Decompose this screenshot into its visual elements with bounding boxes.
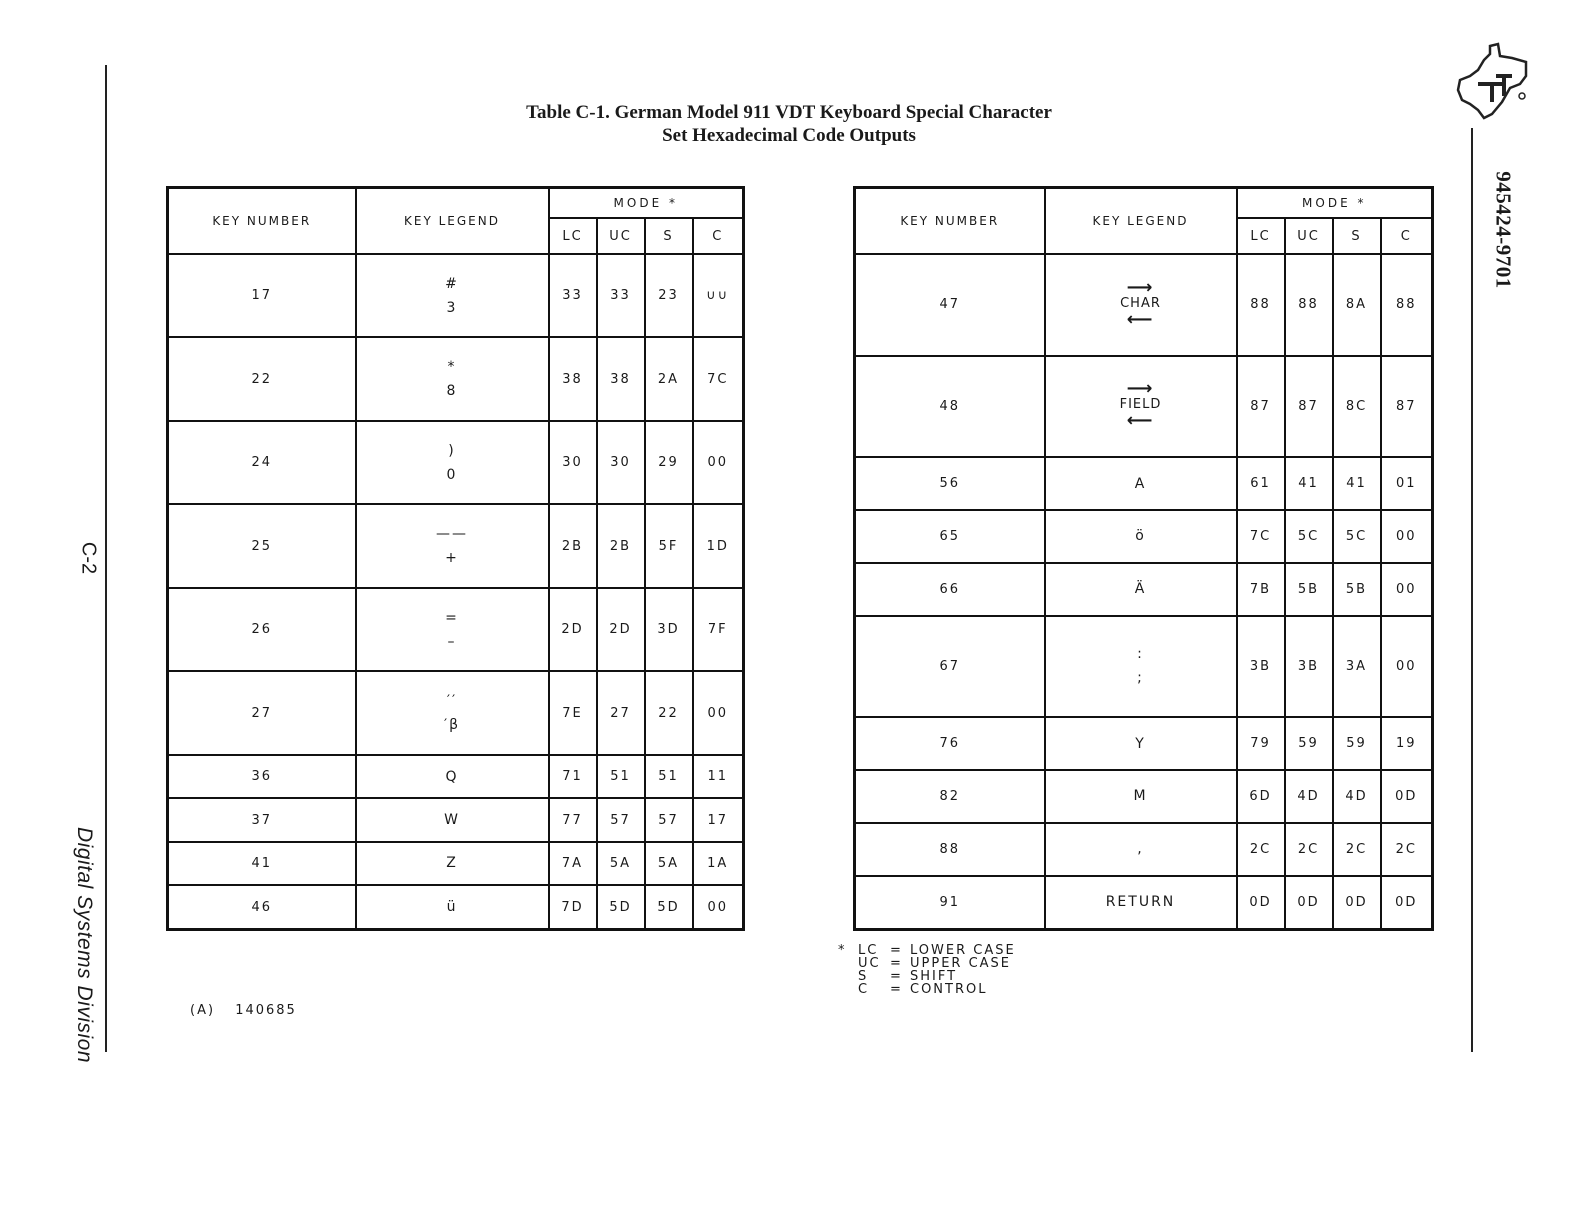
key-legend-lower: 0 [446, 466, 458, 483]
c-code-cell: 2C [1381, 823, 1433, 876]
key-number-cell: 27 [168, 671, 356, 754]
mode-header: MODE * [549, 188, 744, 219]
table-row [855, 254, 1433, 356]
uc-code-cell: 57 [597, 798, 645, 841]
key-legend-upper: = [445, 609, 459, 626]
right-margin-rule [1471, 128, 1473, 1052]
right-code-table [853, 186, 1434, 931]
key-number-cell: 65 [855, 510, 1045, 563]
s-code-cell: 5B [1333, 563, 1381, 616]
key-number-cell: 25 [168, 504, 356, 587]
lc-code-cell: 79 [1237, 717, 1285, 770]
key-legend-cell [1045, 876, 1237, 930]
uc-code-cell: 59 [1285, 717, 1333, 770]
mode-footnote [838, 944, 1016, 996]
key-legend-lower: 3 [446, 299, 458, 316]
key-legend-header: KEY LEGEND [356, 188, 549, 255]
key-legend-lower: W [444, 812, 460, 829]
c-code-cell: 7C [693, 337, 744, 420]
uc-code-cell: 41 [1285, 457, 1333, 510]
key-legend-cell [1045, 717, 1237, 770]
division-name: Digital Systems Division [73, 826, 96, 1064]
lc-code-cell: 38 [549, 337, 597, 420]
s-header: S [1333, 218, 1381, 254]
key-legend-cell [356, 755, 549, 798]
table-row [168, 254, 744, 337]
c-code-cell: 87 [1381, 356, 1433, 458]
lc-code-cell: 71 [549, 755, 597, 798]
footnote-meaning: SHIFT [910, 969, 958, 984]
table-row [855, 717, 1433, 770]
key-number-cell: 91 [855, 876, 1045, 930]
table-row [168, 798, 744, 841]
s-code-cell: 3D [645, 588, 693, 671]
table-row [855, 823, 1433, 876]
lc-code-cell: 7E [549, 671, 597, 754]
table-row [855, 616, 1433, 718]
lc-code-cell: 88 [1237, 254, 1285, 356]
key-legend [445, 606, 459, 654]
s-code-cell: 0D [1333, 876, 1381, 930]
key-legend-cell [1045, 254, 1237, 356]
s-code-cell: 29 [645, 421, 693, 504]
s-code-cell: 51 [645, 755, 693, 798]
key-number-header: KEY NUMBER [168, 188, 356, 255]
c-code-cell: 19 [1381, 717, 1433, 770]
key-legend-word: FIELD [1119, 397, 1162, 413]
key-legend-lower: RETURN [1105, 894, 1176, 911]
c-code-cell: 00 [693, 671, 744, 754]
lc-code-cell: 7D [549, 885, 597, 929]
uc-code-cell: 38 [597, 337, 645, 420]
key-legend [447, 895, 458, 919]
lc-code-cell: 0D [1237, 876, 1285, 930]
footnote-equals: = [890, 969, 903, 984]
footnote-abbr: C [858, 982, 870, 997]
key-legend-lower: Y [1135, 735, 1146, 752]
footnote-row [838, 983, 1016, 996]
left-code-table [166, 186, 745, 931]
footnote-meaning: LOWER CASE [910, 943, 1016, 958]
table-row [168, 842, 744, 885]
key-legend-cell [356, 588, 549, 671]
key-legend [1133, 784, 1147, 808]
lc-code-cell: 61 [1237, 457, 1285, 510]
key-legend-lower: ; [1137, 670, 1144, 687]
key-number-cell: 24 [168, 421, 356, 504]
key-legend-cell [356, 254, 549, 337]
uc-header: UC [1285, 218, 1333, 254]
key-legend-lower: – [447, 633, 457, 650]
key-legend-cell [356, 421, 549, 504]
key-number-cell: 37 [168, 798, 356, 841]
uc-code-cell: 5B [1285, 563, 1333, 616]
table-row [168, 885, 744, 929]
c-code-cell: 88 [1381, 254, 1433, 356]
key-legend [1120, 276, 1161, 330]
table-row [168, 671, 744, 754]
c-code-cell: 0D [1381, 876, 1433, 930]
s-code-cell: 2A [645, 337, 693, 420]
uc-code-cell: 2D [597, 588, 645, 671]
key-legend [445, 272, 459, 320]
key-legend [1135, 524, 1146, 548]
key-legend-lower: , [1137, 841, 1144, 858]
key-legend-cell [1045, 563, 1237, 616]
key-legend [1137, 837, 1143, 861]
page-number: C-2 [77, 541, 100, 575]
key-legend [446, 851, 458, 875]
uc-header: UC [597, 218, 645, 254]
c-code-cell: 00 [693, 421, 744, 504]
key-legend-lower: ö [1135, 528, 1146, 545]
key-number-cell: 82 [855, 770, 1045, 823]
uc-code-cell: 51 [597, 755, 645, 798]
s-code-cell: 8A [1333, 254, 1381, 356]
key-legend [445, 765, 458, 789]
lc-code-cell: 2B [549, 504, 597, 587]
key-number-cell: 56 [855, 457, 1045, 510]
c-code-cell: 1D [693, 504, 744, 587]
s-code-cell: 5C [1333, 510, 1381, 563]
lc-code-cell: 6D [1237, 770, 1285, 823]
footnote-abbr: UC [858, 956, 881, 971]
key-number-cell: 67 [855, 616, 1045, 718]
c-code-cell: 00 [693, 885, 744, 929]
key-legend-lower: ü [446, 899, 458, 916]
key-legend [1137, 642, 1144, 690]
uc-code-cell: 2B [597, 504, 645, 587]
key-legend-cell [356, 504, 549, 587]
table-row [168, 421, 744, 504]
key-legend-lower: + [445, 550, 459, 567]
c-code-cell: 7F [693, 588, 744, 671]
uc-code-cell: 33 [597, 254, 645, 337]
key-number-header: KEY NUMBER [855, 188, 1045, 255]
key-legend-cell [356, 337, 549, 420]
s-code-cell: 57 [645, 798, 693, 841]
reference-prefix: (A) [190, 1003, 216, 1018]
key-legend-lower: 8 [446, 383, 458, 400]
key-legend-lower: Q [445, 768, 459, 785]
c-code-cell: 00 [1381, 616, 1433, 718]
key-legend-cell [1045, 823, 1237, 876]
key-legend-lower: ′β [443, 717, 461, 734]
key-legend [436, 522, 468, 570]
table-title [0, 101, 1578, 147]
uc-code-cell: 87 [1285, 356, 1333, 458]
lc-code-cell: 2D [549, 588, 597, 671]
table-row [855, 770, 1433, 823]
table-title-line-1: Table C-1. German Model 911 VDT Keyboard Special Character [526, 102, 1052, 123]
key-legend [1106, 890, 1176, 914]
table-row [855, 563, 1433, 616]
c-header: C [693, 218, 744, 254]
key-number-cell: 36 [168, 755, 356, 798]
uc-code-cell: 27 [597, 671, 645, 754]
key-legend [444, 689, 460, 737]
lc-code-cell: 7C [1237, 510, 1285, 563]
key-legend [1119, 378, 1162, 432]
key-legend-lower: Ä [1134, 581, 1147, 598]
key-number-cell: 76 [855, 717, 1045, 770]
c-header: C [1381, 218, 1433, 254]
left-margin-rule [105, 65, 107, 1052]
c-code-cell: 17 [693, 798, 744, 841]
key-legend-cell [1045, 510, 1237, 563]
key-legend [447, 439, 458, 487]
uc-code-cell: 2C [1285, 823, 1333, 876]
table-row [855, 876, 1433, 930]
footnote-meaning: UPPER CASE [910, 956, 1012, 971]
key-number-cell: 26 [168, 588, 356, 671]
s-code-cell: 23 [645, 254, 693, 337]
table-row [855, 510, 1433, 563]
key-number-cell: 41 [168, 842, 356, 885]
uc-code-cell: 5C [1285, 510, 1333, 563]
uc-code-cell: 4D [1285, 770, 1333, 823]
table-row [168, 504, 744, 587]
key-legend-upper: * [447, 359, 457, 376]
key-legend-lower: A [1134, 475, 1147, 492]
footnote-meaning: CONTROL [910, 982, 988, 997]
lc-header: LC [1237, 218, 1285, 254]
table-row [855, 457, 1433, 510]
key-legend-word: CHAR [1120, 295, 1161, 311]
s-code-cell: 5F [645, 504, 693, 587]
s-code-cell: 59 [1333, 717, 1381, 770]
table-row [168, 755, 744, 798]
s-code-cell: 2C [1333, 823, 1381, 876]
key-number-cell: 66 [855, 563, 1045, 616]
c-code-cell: 01 [1381, 457, 1433, 510]
reference-number: 140685 [235, 1003, 297, 1018]
key-legend [1135, 472, 1147, 496]
s-code-cell: 22 [645, 671, 693, 754]
footnote-abbr: LC [858, 943, 879, 958]
footnote-equals: = [890, 982, 903, 997]
s-header: S [645, 218, 693, 254]
s-code-cell: 5D [645, 885, 693, 929]
document-number: 945424-9701 [1491, 171, 1516, 289]
footnote-equals: = [890, 943, 903, 958]
s-code-cell: 4D [1333, 770, 1381, 823]
key-legend [447, 355, 458, 403]
key-legend-upper: ) [448, 442, 456, 459]
key-legend-cell [356, 885, 549, 929]
key-legend-header: KEY LEGEND [1045, 188, 1237, 255]
c-code-cell: 11 [693, 755, 744, 798]
s-code-cell: 5A [645, 842, 693, 885]
s-code-cell: 41 [1333, 457, 1381, 510]
arrow-right-icon: ⟶ [1126, 276, 1155, 298]
c-code-cell: 1A [693, 842, 744, 885]
key-legend-upper: —— [436, 526, 468, 543]
lc-code-cell: 87 [1237, 356, 1285, 458]
c-code-cell: 0D [1381, 770, 1433, 823]
table-row [168, 588, 744, 671]
lc-code-cell: 30 [549, 421, 597, 504]
key-number-cell: 47 [855, 254, 1045, 356]
c-code-cell: 00 [1381, 563, 1433, 616]
key-number-cell: 48 [855, 356, 1045, 458]
key-legend-cell [356, 842, 549, 885]
table-row [168, 337, 744, 420]
footnote-abbr: S [858, 969, 869, 984]
key-legend [1135, 577, 1147, 601]
lc-code-cell: 7B [1237, 563, 1285, 616]
key-legend-cell [1045, 616, 1237, 718]
key-legend-upper: # [445, 275, 459, 292]
key-number-cell: 88 [855, 823, 1045, 876]
lc-code-cell: 77 [549, 798, 597, 841]
lc-header: LC [549, 218, 597, 254]
key-legend [444, 808, 460, 832]
c-code-cell: ∪∪ [693, 254, 744, 337]
key-number-cell: 22 [168, 337, 356, 420]
footnote-equals: = [890, 956, 903, 971]
key-legend-cell [356, 798, 549, 841]
uc-code-cell: 5D [597, 885, 645, 929]
key-legend [1135, 732, 1146, 756]
lc-code-cell: 7A [549, 842, 597, 885]
lc-code-cell: 2C [1237, 823, 1285, 876]
table-row [855, 356, 1433, 458]
key-legend-upper: ′′ [446, 693, 458, 710]
s-code-cell: 3A [1333, 616, 1381, 718]
arrow-left-icon: ⟵ [1126, 308, 1155, 330]
key-legend-lower: Z [446, 855, 458, 872]
key-number-cell: 46 [168, 885, 356, 929]
c-code-cell: 00 [1381, 510, 1433, 563]
table-title-line-2: Set Hexadecimal Code Outputs [662, 125, 916, 146]
key-legend-upper: : [1137, 646, 1144, 663]
key-legend-cell [1045, 356, 1237, 458]
uc-code-cell: 88 [1285, 254, 1333, 356]
footnote-star: * [838, 943, 847, 958]
uc-code-cell: 3B [1285, 616, 1333, 718]
key-legend-cell [1045, 770, 1237, 823]
arrow-left-icon: ⟵ [1126, 410, 1155, 432]
uc-code-cell: 0D [1285, 876, 1333, 930]
key-number-cell: 17 [168, 254, 356, 337]
uc-code-cell: 30 [597, 421, 645, 504]
lc-code-cell: 33 [549, 254, 597, 337]
s-code-cell: 8C [1333, 356, 1381, 458]
key-legend-cell [356, 671, 549, 754]
mode-header: MODE * [1237, 188, 1433, 219]
lc-code-cell: 3B [1237, 616, 1285, 718]
uc-code-cell: 5A [597, 842, 645, 885]
key-legend-cell [1045, 457, 1237, 510]
key-legend-lower: M [1133, 788, 1148, 805]
figure-reference [190, 1003, 297, 1018]
arrow-right-icon: ⟶ [1126, 378, 1155, 400]
